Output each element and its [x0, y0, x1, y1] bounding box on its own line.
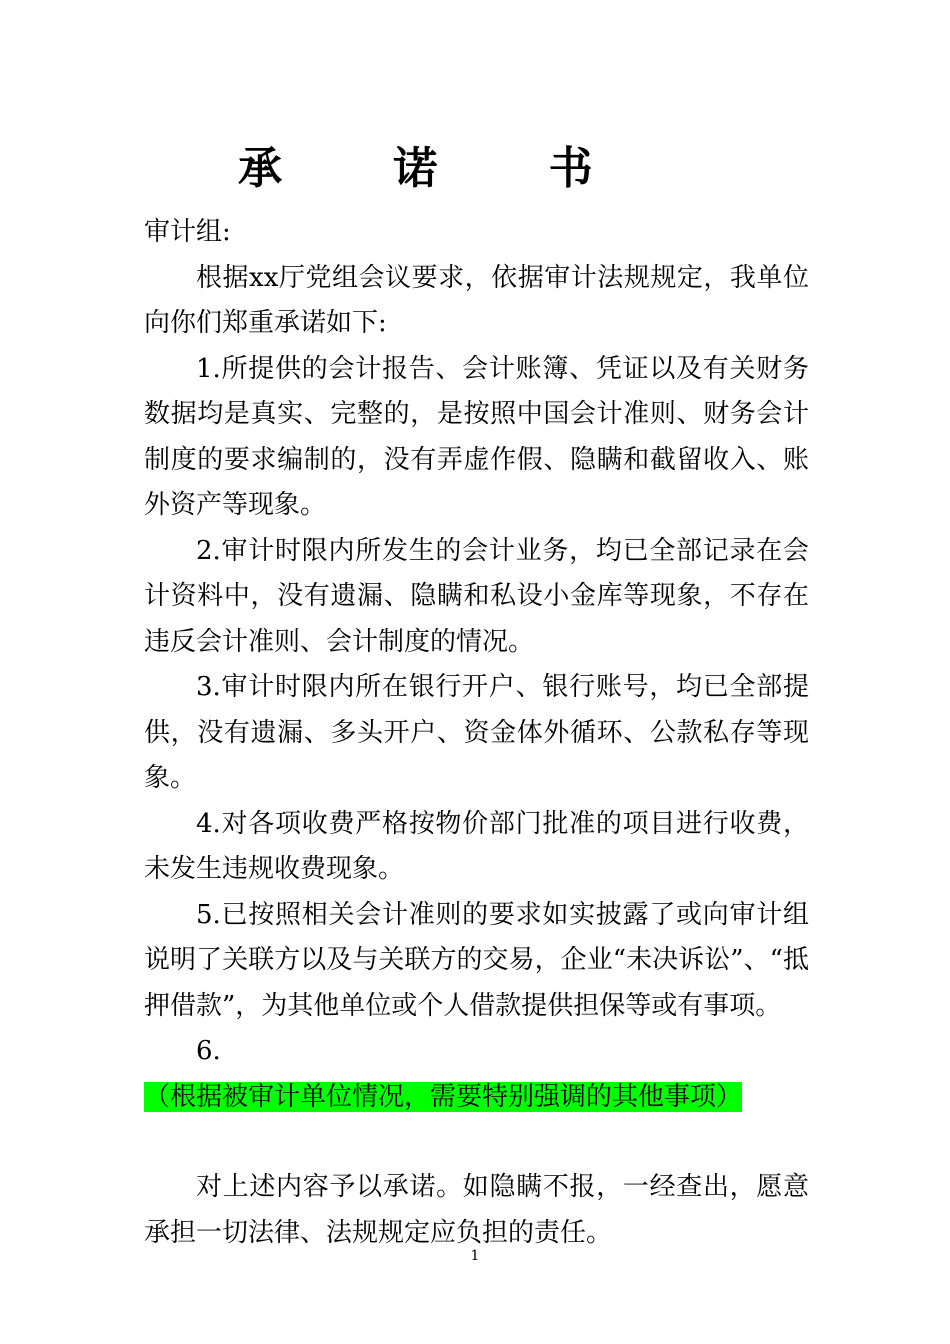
- salutation: 审计组:: [144, 217, 231, 247]
- closing-paragraph: 对上述内容予以承诺。如隐瞒不报，一经查出，愿意承担一切法律、法规规定应负担的责任。: [144, 1172, 809, 1248]
- commitment-item-6: [144, 1029, 809, 1120]
- commitment-item-2: 2.审计时限内所发生的会计业务，均已全部记录在会计资料中，没有遗漏、隐瞒和私设小金库等现象，不存在违反会计准则、会计制度的情况。: [144, 535, 809, 657]
- commitment-item-3: 3.审计时限内所在银行开户、银行账号，均已全部提供，没有遗漏、多头开户、资金体外循环、公款私存等现象。: [144, 672, 809, 793]
- commitment-item-5: 5.已按照相关会计准则的要求如实披露了或向审计组说明了关联方以及与关联方的交易，企业“未决诉讼”、“抵押借款”，为其他单位或个人借款提供担保等或有事项。: [144, 899, 809, 1021]
- item-6-number: 6.: [196, 1036, 221, 1066]
- commitment-item-1: 1.所提供的会计报告、会计账簿、凭证以及有关财务数据均是真实、完整的，是按照中国会计准则、财务会计制度的要求编制的，没有弄虚作假、隐瞒和截留收入、账外资产等现象。: [144, 353, 809, 520]
- spacer: [144, 1120, 809, 1165]
- document-body: [144, 210, 809, 1256]
- page-number: 1: [470, 1248, 480, 1264]
- item-6-highlighted-note: （根据被审计单位情况，需要特别强调的其他事项）: [144, 1081, 743, 1112]
- commitment-item-4: 4.对各项收费严格按物价部门批准的项目进行收费，未发生违规收费现象。: [144, 808, 809, 884]
- intro-paragraph: 根据xx厅党组会议要求，依据审计法规规定，我单位向你们郑重承诺如下:: [144, 262, 809, 338]
- document-title: 承 诺 书: [238, 143, 641, 194]
